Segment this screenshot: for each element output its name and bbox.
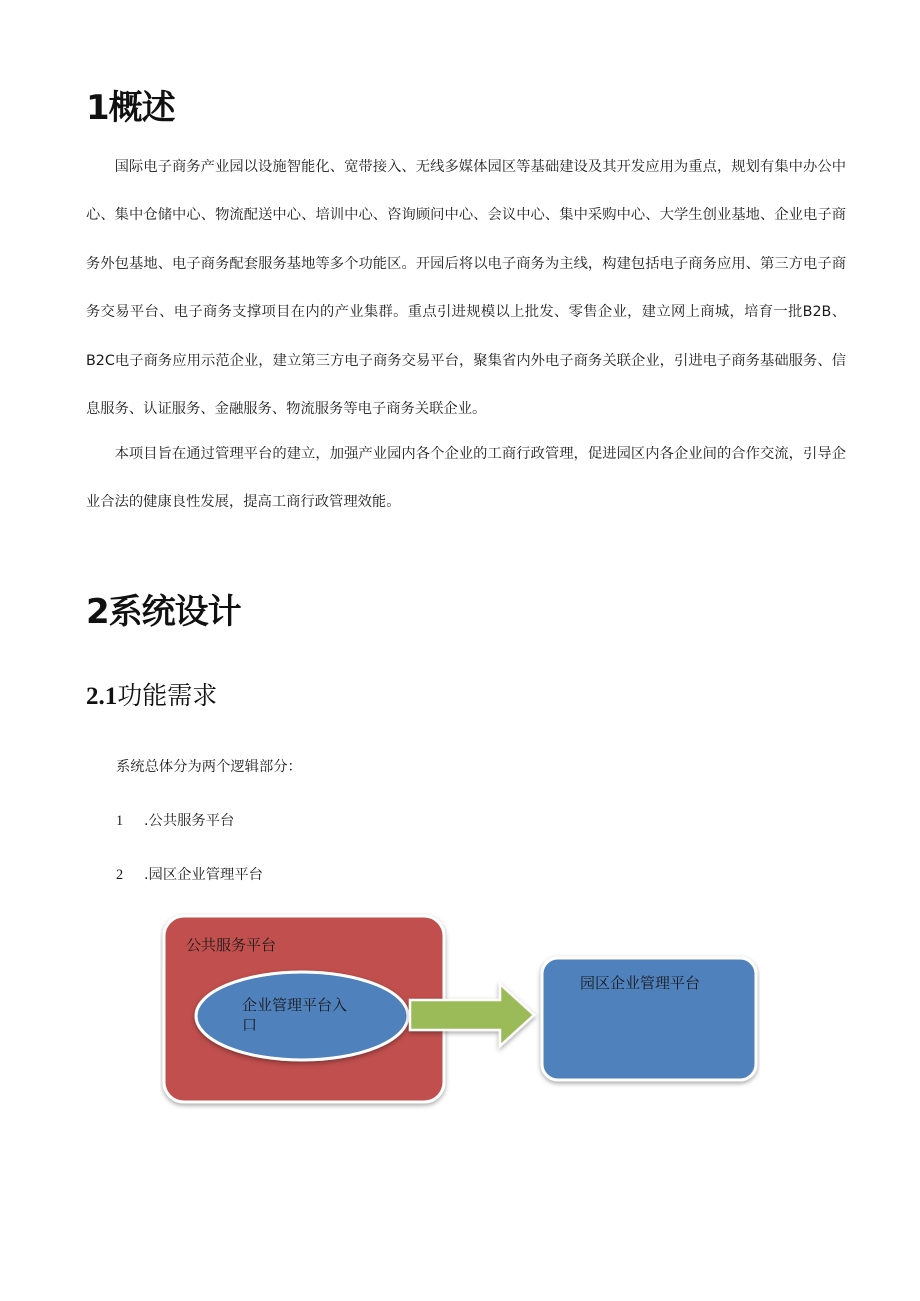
- section-2-heading: 2系统设计: [86, 592, 241, 632]
- subsection-title: 功能需求: [117, 681, 218, 710]
- overview-paragraph-1: 国际电子商务产业园以设施智能化、宽带接入、无线多媒体园区等基础建设及其开发应用为重点，规划有集中办公中心、集中仓储中心、物流配送中心、培训中心、咨询顾问中心、会议中心、集中采购中心、大学生创业基地、企业电子商务外包基地、电子商务配套服务基地等多个功能区。开园后将以电子商务为主线，构建包括电子商务应用、第三方电子商务交易平台、电子商务支撑项目在内的产业集群。重点引进规模以上批发、零售企业，建立网上商城，培育一批B2B、B2C电子商务应用示范企业，建立第三方电子商务交易平台，聚集省内外电子商务关联企业，引进电子商务基础服务、信息服务、认证服务、金融服务、物流服务等电子商务关联企业。: [86, 159, 846, 418]
- subsection-number: 2.1: [86, 683, 118, 710]
- list-item-number: 1: [116, 813, 124, 829]
- platform-diagram: [160, 912, 760, 1112]
- enterprise-portal-ellipse: [196, 972, 408, 1060]
- enterprise-portal-label-line2: 口: [242, 1016, 258, 1034]
- list-item-number: 2: [116, 867, 124, 883]
- list-item-label: .园区企业管理平台: [144, 867, 263, 883]
- section-1-heading: 1概述: [86, 88, 175, 128]
- list-item: [116, 865, 263, 885]
- public-service-platform-label: 公共服务平台: [186, 936, 277, 954]
- park-enterprise-management-label: 园区企业管理平台: [580, 974, 701, 992]
- list-item-label: .公共服务平台: [144, 813, 235, 829]
- subsection-2-1-heading: [86, 676, 217, 712]
- list-item: [116, 811, 234, 831]
- overview-paragraph-2: 本项目旨在通过管理平台的建立，加强产业园内各个企业的工商行政管理，促进园区内各企业间的合作交流，引导企业合法的健康良性发展，提高工商行政管理效能。: [86, 446, 846, 511]
- system-intro-text: 系统总体分为两个逻辑部分：: [116, 759, 302, 775]
- enterprise-portal-label-line1: 企业管理平台入: [242, 996, 348, 1014]
